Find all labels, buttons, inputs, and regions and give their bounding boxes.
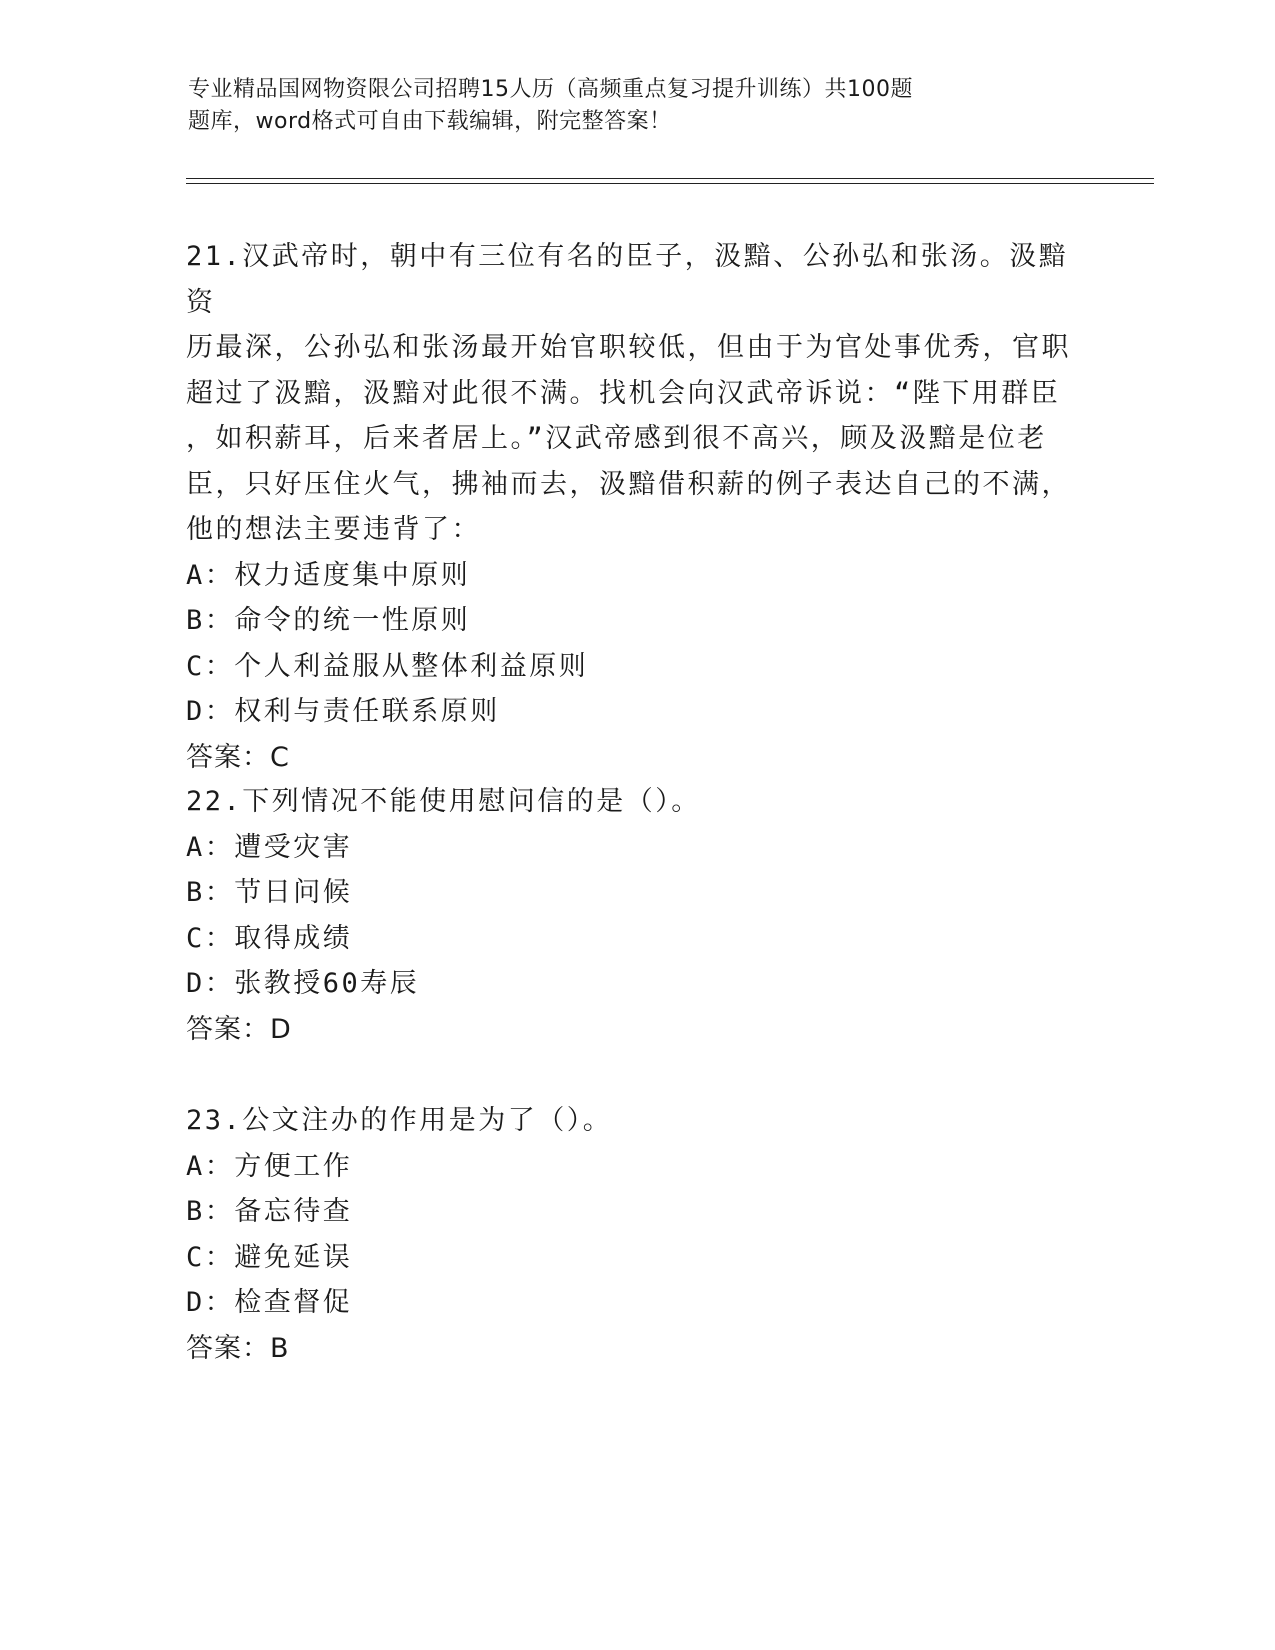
answer: 答案：B bbox=[186, 1332, 290, 1364]
option-a: A：方便工作 bbox=[186, 1150, 353, 1182]
option-b: B：备忘待查 bbox=[186, 1196, 353, 1227]
document-header bbox=[188, 74, 1088, 138]
header-line-2: 题库，word格式可自由下载编辑，附完整答案！ bbox=[188, 109, 672, 134]
question-line: ，如积薪耳，后来者居上。”汉武帝感到很不高兴，顾及汲黯是位老 bbox=[186, 423, 1047, 454]
option-c: C：个人利益服从整体利益原则 bbox=[186, 650, 589, 682]
question-block-21 bbox=[186, 234, 1086, 780]
question-line: 超过了汲黯，汲黯对此很不满。找机会向汉武帝诉说：“陛下用群臣 bbox=[186, 377, 1061, 409]
question-block-22 bbox=[186, 779, 1086, 1052]
question-block-23 bbox=[186, 1098, 1086, 1371]
option-b: B：命令的统一性原则 bbox=[186, 605, 471, 636]
option-b: B：节日问候 bbox=[186, 877, 353, 908]
option-c: C：避免延误 bbox=[186, 1241, 353, 1273]
option-d: D：张教授60寿辰 bbox=[186, 968, 420, 999]
answer: 答案：D bbox=[186, 1013, 292, 1045]
option-a: A：权力适度集中原则 bbox=[186, 559, 471, 591]
option-c: C：取得成绩 bbox=[186, 922, 353, 954]
question-line: 22.下列情况不能使用慰问信的是（）。 bbox=[186, 786, 701, 817]
question-line: 21.汉武帝时，朝中有三位有名的臣子，汲黯、公孙弘和张汤。汲黯资 bbox=[186, 241, 1069, 318]
header-line-1: 专业精品国网物资限公司招聘15人历（高频重点复习提升训练）共100题 bbox=[188, 77, 913, 102]
option-a: A：遭受灾害 bbox=[186, 831, 353, 863]
question-line: 臣，只好压住火气，拂袖而去，汲黯借积薪的例子表达自己的不满， bbox=[186, 468, 1071, 500]
option-d: D：权利与责任联系原则 bbox=[186, 696, 500, 727]
header-divider-bottom bbox=[186, 183, 1154, 184]
header-divider-top bbox=[186, 178, 1154, 179]
question-line: 23.公文注办的作用是为了（）。 bbox=[186, 1105, 613, 1136]
question-line: 他的想法主要违背了： bbox=[186, 514, 481, 545]
option-d: D：检查督促 bbox=[186, 1287, 353, 1318]
question-line: 历最深，公孙弘和张汤最开始官职较低，但由于为官处事优秀，官职 bbox=[186, 332, 1071, 363]
answer: 答案：C bbox=[186, 741, 290, 773]
